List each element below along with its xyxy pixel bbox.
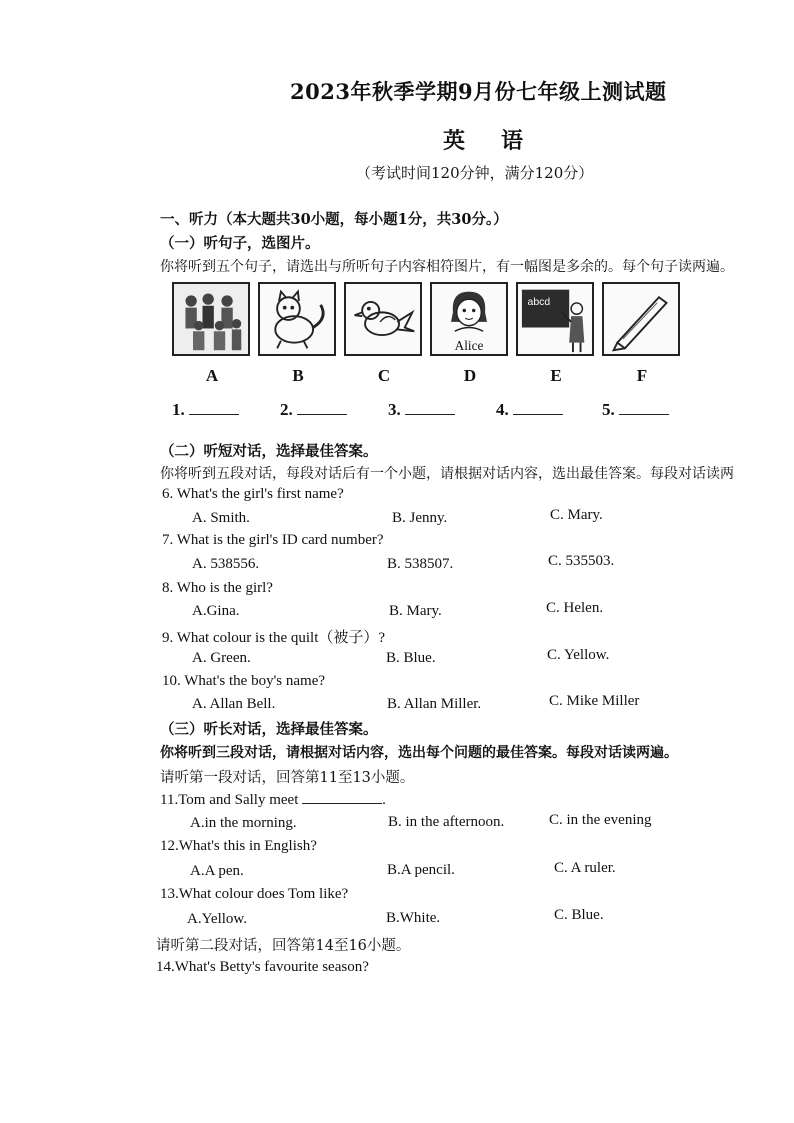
section-heading-listening: 一、听力（本大题共30小题，每小题1分，共30分。）	[160, 211, 508, 228]
part1-instruction: 你将听到五个句子，请选出与所听句子内容相符图片，有一幅图是多余的。每个句子读两遍。	[160, 259, 734, 275]
option-9a: A. Green.	[192, 650, 251, 666]
option-8c: C. Helen.	[546, 600, 604, 616]
bird-icon	[344, 282, 422, 356]
option-13c: C. Blue.	[554, 907, 604, 923]
question-8: 8. Who is the girl?	[162, 580, 273, 596]
family-photo-icon	[172, 282, 250, 356]
exam-title: 2023年秋季学期9月份七年级上测试题	[290, 79, 667, 104]
option-9c: C. Yellow.	[547, 647, 610, 663]
option-7a: A. 538556.	[192, 556, 260, 572]
exam-info: （考试时间120分钟，满分120分）	[356, 164, 594, 182]
option-6b: B. Jenny.	[392, 510, 448, 526]
part2-heading: （二）听短对话，选择最佳答案。	[160, 443, 378, 460]
picture-letter-e: E	[550, 366, 562, 385]
pen-icon	[602, 282, 680, 356]
option-11a: A.in the morning.	[190, 815, 297, 831]
answer-blank-2[interactable]: 2.	[280, 400, 347, 420]
cat-icon	[258, 282, 336, 356]
answer-blank-5[interactable]: 5.	[602, 400, 669, 420]
option-6c: C. Mary.	[550, 507, 603, 523]
option-10b: B. Allan Miller.	[387, 696, 482, 712]
subject-title: 英语	[443, 128, 560, 154]
option-6a: A. Smith.	[192, 510, 250, 526]
teacher-blackboard-icon	[516, 282, 594, 356]
question-7: 7. What is the girl's ID card number?	[162, 532, 384, 548]
question-12: 12.What's this in English?	[160, 838, 317, 854]
option-7c: C. 535503.	[548, 553, 615, 569]
picture-letter-c: C	[377, 366, 391, 385]
option-10a: A. Allan Bell.	[192, 696, 276, 712]
part3-heading: （三）听长对话，选择最佳答案。	[160, 721, 378, 738]
part3-instruction: 你将听到三段对话，请根据对话内容，选出每个问题的最佳答案。每段对话读两遍。	[160, 745, 678, 761]
question-14: 14.What's Betty's favourite season?	[156, 959, 369, 975]
option-13b: B.White.	[386, 910, 441, 926]
part2-instruction: 你将听到五段对话，每段对话后有一个小题，请根据对话内容，选出最佳答案。每段对话读两	[160, 466, 734, 482]
option-12c: C. A ruler.	[554, 860, 616, 876]
option-10c: C. Mike Miller	[549, 693, 640, 709]
answer-blank-11[interactable]	[302, 791, 382, 804]
part1-heading: （一）听句子，选图片。	[160, 235, 320, 252]
picture-row	[172, 282, 682, 362]
picture-letter-d: D	[463, 366, 477, 385]
svg-text:abcd: abcd	[527, 296, 551, 308]
svg-text:Alice: Alice	[454, 338, 484, 354]
question-10: 10. What's the boy's name?	[162, 673, 326, 689]
option-13a: A.Yellow.	[187, 911, 248, 927]
option-8b: B. Mary.	[389, 603, 442, 619]
answer-blank-4[interactable]: 4.	[496, 400, 563, 420]
answer-blank-1[interactable]: 1.	[172, 400, 239, 420]
picture-letter-a: A	[205, 366, 219, 385]
answer-blank-3[interactable]: 3.	[388, 400, 455, 420]
option-8a: A.Gina.	[192, 603, 240, 619]
question-9: 9. What colour is the quilt（被子）?	[162, 630, 386, 646]
option-11b: B. in the afternoon.	[388, 814, 505, 830]
question-6: 6. What's the girl's first name?	[162, 486, 344, 502]
option-11c: C. in the evening	[549, 812, 652, 828]
option-7b: B. 538507.	[387, 556, 454, 572]
option-12a: A.A pen.	[190, 863, 244, 879]
dialogue1-intro: 请听第一段对话，回答第11至13小题。	[160, 770, 415, 786]
option-12b: B.A pencil.	[387, 862, 455, 878]
picture-letter-f: F	[636, 366, 648, 385]
question-13: 13.What colour does Tom like?	[160, 886, 349, 902]
girl-alice-icon	[430, 282, 508, 356]
option-9b: B. Blue.	[386, 650, 436, 666]
dialogue2-intro: 请听第二段对话，回答第14至16小题。	[156, 938, 411, 954]
question-11: 11.Tom and Sally meet .	[160, 792, 386, 808]
picture-letter-b: B	[292, 366, 304, 385]
